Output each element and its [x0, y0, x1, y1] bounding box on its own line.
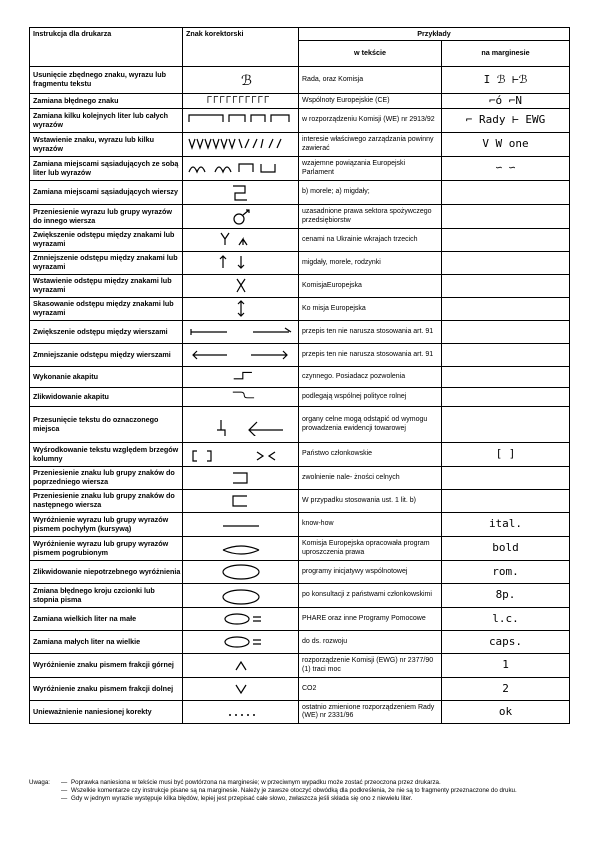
proof-mark-cell: [183, 701, 299, 724]
table-row: [30, 229, 570, 252]
example-text-cell: ostatnio zmienione rozporządzeniem Rady (WE) nr 2331/96: [299, 701, 442, 724]
margin-example-cell: 2: [442, 678, 570, 701]
margin-example-cell: rom.: [442, 561, 570, 584]
example-text-cell: Rada, oraz Komisja: [299, 67, 442, 94]
proof-mark-symbol: [183, 585, 299, 607]
proof-mark-symbol: [183, 678, 299, 700]
table-row: [30, 513, 570, 537]
proof-mark-cell: [183, 181, 299, 205]
margin-example-cell: [442, 298, 570, 321]
proof-mark-cell: [183, 467, 299, 490]
proof-mark-cell: [183, 252, 299, 275]
proofreading-table-sheet: [29, 27, 569, 724]
margin-example-cell: I ℬ ⊢ℬ: [442, 67, 570, 94]
proof-mark-cell: [183, 490, 299, 513]
instruction-cell: Zmniejszanie odstępu między wierszami: [30, 344, 183, 367]
margin-example-cell: [442, 275, 570, 298]
instruction-cell: Zmiana błędnego kroju czcionki lub stopnia pisma: [30, 584, 183, 608]
proof-mark-symbol: [183, 367, 299, 387]
proof-mark-cell: [183, 229, 299, 252]
note-item: Gdy w jednym wyrazie występuje kilka błędów, lepiej jest przepisać całe słowo, zwłaszcza jeśli składa się ono z niewielu liter.: [71, 795, 413, 802]
margin-example-cell: 1: [442, 654, 570, 678]
header-instruction: Instrukcja dla drukarza: [30, 28, 183, 67]
instruction-cell: Zamiana błędnego znaku: [30, 94, 183, 109]
instruction-cell: Zamiana małych liter na wielkie: [30, 631, 183, 654]
margin-example-cell: [442, 252, 570, 275]
table-row: [30, 205, 570, 229]
proof-mark-cell: [183, 561, 299, 584]
example-text-cell: podlegają wspólnej polityce rolnej: [299, 388, 442, 407]
table-row: [30, 678, 570, 701]
margin-example-cell: l.c.: [442, 608, 570, 631]
example-text-cell: W przypadku stosowania ust. 1 lit. b): [299, 490, 442, 513]
table-row: [30, 157, 570, 181]
example-text-cell: KomisjaEuropejska: [299, 275, 442, 298]
table-row: [30, 388, 570, 407]
margin-example-cell: bold: [442, 537, 570, 561]
example-text-cell: zwolnienie nale- żności celnych: [299, 467, 442, 490]
proof-mark-cell: [183, 608, 299, 631]
table-row: [30, 181, 570, 205]
proof-mark-cell: [183, 298, 299, 321]
margin-example-cell: [442, 467, 570, 490]
proof-mark-symbol: [183, 275, 299, 297]
margin-example-cell: ital.: [442, 513, 570, 537]
table-row: [30, 344, 570, 367]
proof-mark-cell: [183, 157, 299, 181]
example-text-cell: do ds. rozwoju: [299, 631, 442, 654]
margin-example-cell: [442, 388, 570, 407]
proof-mark-symbol: [183, 490, 299, 512]
example-text-cell: czynnego. Posiadacz pozwolenia: [299, 367, 442, 388]
proof-mark-symbol: [183, 701, 299, 723]
margin-example-cell: [442, 205, 570, 229]
instruction-cell: Zwiększenie odstępu między znakami lub wyrazami: [30, 229, 183, 252]
margin-example-cell: [ ]: [442, 443, 570, 467]
margin-example-cell: caps.: [442, 631, 570, 654]
table-row: [30, 467, 570, 490]
proof-mark-symbol: [183, 467, 299, 489]
instruction-cell: Wyróżnienie wyrazu lub grupy wyrazów pismem pochyłym (kursywą): [30, 513, 183, 537]
instruction-cell: Zamiana miejscami sąsiadujących wierszy: [30, 181, 183, 205]
proof-mark-cell: [183, 275, 299, 298]
example-text-cell: PHARE oraz inne Programy Pomocowe: [299, 608, 442, 631]
proof-mark-cell: [183, 205, 299, 229]
example-text-cell: Ko misja Europejska: [299, 298, 442, 321]
proof-mark-symbol: [183, 444, 299, 466]
note-item: Poprawka naniesiona w tekście musi być powtórzona na marginesie; w przeciwnym wypadku może zostać przeoczona przez drukarza.: [71, 779, 441, 786]
margin-example-cell: [442, 229, 570, 252]
table-body: [30, 67, 570, 724]
example-text-cell: wzajemne powiązania Europejski Parlament: [299, 157, 442, 181]
example-text-cell: cenami na Ukrainie wkrajach trzecich: [299, 229, 442, 252]
proof-mark-cell: [183, 407, 299, 443]
note-item: Wszelkie komentarze czy instrukcje pisane są na marginesie. Należy je zawsze otoczyć obwódką dla podkreślenia, że nie są to fragmenty przeznaczone do druku.: [71, 787, 517, 794]
example-text-cell: CO2: [299, 678, 442, 701]
instruction-cell: Skasowanie odstępu między znakami lub wyrazami: [30, 298, 183, 321]
proof-mark-symbol: [183, 538, 299, 560]
header-examples: Przykłady: [299, 28, 570, 41]
header-in-margin: na marginesie: [442, 41, 570, 67]
proof-mark-symbol: [183, 608, 299, 630]
proof-mark-symbol: [183, 514, 299, 536]
instruction-cell: Zlikwidowanie akapitu: [30, 388, 183, 407]
margin-example-cell: [442, 367, 570, 388]
proofreading-marks-table: [29, 27, 570, 724]
example-text-cell: Komisja Europejska opracowała program uproszczenia prawa: [299, 537, 442, 561]
proof-mark-cell: [183, 584, 299, 608]
table-row: [30, 701, 570, 724]
example-text-cell: organy celne mogą odstąpić od wymogu prowadzenia ewidencji towarowej: [299, 407, 442, 443]
margin-example-cell: V W one: [442, 133, 570, 157]
proof-mark-cell: [183, 537, 299, 561]
instruction-cell: Zwiększenie odstępu między wierszami: [30, 321, 183, 344]
proof-mark-symbol: [183, 158, 299, 180]
table-row: [30, 584, 570, 608]
instruction-cell: Przeniesienie znaku lub grupy znaków do poprzedniego wiersza: [30, 467, 183, 490]
instruction-cell: Wyśrodkowanie tekstu względem brzegów kolumny: [30, 443, 183, 467]
instruction-cell: Wstawienie odstępu między znakami lub wyrazami: [30, 275, 183, 298]
proof-mark-symbol: [183, 94, 299, 108]
proof-mark-cell: [183, 631, 299, 654]
header-in-text: w tekście: [299, 41, 442, 67]
header-sign: Znak korektorski: [183, 28, 299, 67]
margin-example-cell: ⌐ Rady ⊢ EWG: [442, 109, 570, 133]
table-row: [30, 443, 570, 467]
table-row: [30, 631, 570, 654]
proof-mark-cell: [183, 321, 299, 344]
proof-mark-cell: [183, 367, 299, 388]
instruction-cell: Usunięcie zbędnego znaku, wyrazu lub fragmentu tekstu: [30, 67, 183, 94]
margin-example-cell: ok: [442, 701, 570, 724]
instruction-cell: Zamiana kilku kolejnych liter lub całych wyrazów: [30, 109, 183, 133]
proof-mark-symbol: [183, 69, 299, 91]
instruction-cell: Wyróżnienie znaku pismem frakcji górnej: [30, 654, 183, 678]
proof-mark-cell: [183, 133, 299, 157]
table-row: [30, 367, 570, 388]
margin-example-cell: ⌐ó ⌐N: [442, 94, 570, 109]
table-row: [30, 321, 570, 344]
example-text-cell: przepis ten nie narusza stosowania art. 91: [299, 344, 442, 367]
instruction-cell: Zlikwidowanie niepotrzebnego wyróżnienia: [30, 561, 183, 584]
proof-mark-cell: [183, 443, 299, 467]
proof-mark-symbol: [183, 655, 299, 677]
proof-mark-cell: [183, 388, 299, 407]
instruction-cell: Zamiana miejscami sąsiadujących ze sobą liter lub wyrazów: [30, 157, 183, 181]
instruction-cell: Zamiana wielkich liter na małe: [30, 608, 183, 631]
instruction-cell: Wstawienie znaku, wyrazu lub kilku wyrazów: [30, 133, 183, 157]
instruction-cell: Zmniejszenie odstępu między znakami lub wyrazami: [30, 252, 183, 275]
proof-mark-symbol: [183, 252, 299, 274]
proof-mark-symbol: [183, 321, 299, 343]
instruction-cell: Przesunięcie tekstu do oznaczonego miejsca: [30, 407, 183, 443]
example-text-cell: know-how: [299, 513, 442, 537]
margin-example-cell: 8p.: [442, 584, 570, 608]
example-text-cell: Wspólnoty Europejskie (CE): [299, 94, 442, 109]
instruction-cell: Przeniesienie wyrazu lub grupy wyrazów do innego wiersza: [30, 205, 183, 229]
example-text-cell: rozporządzenie Komisji (EWG) nr 2377/90 (1) traci moc: [299, 654, 442, 678]
table-row: [30, 109, 570, 133]
proof-mark-cell: [183, 94, 299, 109]
instruction-cell: Wyróżnienie wyrazu lub grupy wyrazów pismem pogrubionym: [30, 537, 183, 561]
proof-mark-cell: [183, 678, 299, 701]
margin-example-cell: [442, 321, 570, 344]
proof-mark-cell: [183, 654, 299, 678]
table-row: [30, 561, 570, 584]
table-row: [30, 133, 570, 157]
example-text-cell: interesie właściwego zarządzania powinny zawierać: [299, 133, 442, 157]
table-row: [30, 490, 570, 513]
table-row: [30, 608, 570, 631]
example-text-cell: uzasadnione prawa sektora spożywczego przedsiębiorstw: [299, 205, 442, 229]
proof-mark-symbol: [183, 229, 299, 251]
example-text-cell: programy inicjatywy wspólnotowej: [299, 561, 442, 584]
proof-mark-cell: [183, 344, 299, 367]
table-row: [30, 275, 570, 298]
proof-mark-cell: [183, 109, 299, 133]
margin-example-cell: [442, 407, 570, 443]
margin-example-cell: [442, 344, 570, 367]
example-text-cell: w rozporządzeniu Komisji (WE) nr 2913/92: [299, 109, 442, 133]
example-text-cell: po konsultacji z państwami członkowskimi: [299, 584, 442, 608]
instruction-cell: Przeniesienie znaku lub grupy znaków do następnego wiersza: [30, 490, 183, 513]
table-row: [30, 298, 570, 321]
instruction-cell: Wyróżnienie znaku pismem frakcji dolnej: [30, 678, 183, 701]
proof-mark-symbol: [183, 110, 299, 132]
table-row: [30, 67, 570, 94]
margin-example-cell: ∽ ∽: [442, 157, 570, 181]
proof-mark-symbol: [183, 344, 299, 366]
table-row: [30, 654, 570, 678]
margin-example-cell: [442, 181, 570, 205]
proof-mark-symbol: [183, 206, 299, 228]
proof-mark-symbol: [183, 631, 299, 653]
proof-mark-symbol: [183, 134, 299, 156]
table-row: [30, 537, 570, 561]
instruction-cell: Unieważnienie naniesionej korekty: [30, 701, 183, 724]
table-row: [30, 94, 570, 109]
proof-mark-symbol: [183, 561, 299, 583]
example-text-cell: b) morele; a) migdały;: [299, 181, 442, 205]
example-text-cell: przepis ten nie narusza stosowania art. 91: [299, 321, 442, 344]
proof-mark-cell: [183, 67, 299, 94]
proof-mark-symbol: [183, 388, 299, 406]
example-text-cell: Państwo członkowskie: [299, 443, 442, 467]
table-row: [30, 252, 570, 275]
example-text-cell: migdały, morele, rodzynki: [299, 252, 442, 275]
notes-block: Uwaga: — Poprawka naniesiona w tekście musi być powtórzona na marginesie; w przeciwnym wypadku może zostać przeoczona przez drukarza. — Wszelkie komentarze czy instrukcje pisane są na marginesie. Należy je zawsze otoczyć obwódką dla podkreślenia, że nie są to fragmenty przeznaczone do druku. — Gdy w jednym wyrazie występuje kilka błędów, lepiej jest przepisać całe słowo, zwłaszcza jeśli składa się ono z niewielu liter.: [29, 779, 574, 803]
instruction-cell: Wykonanie akapitu: [30, 367, 183, 388]
proof-mark-cell: [183, 513, 299, 537]
notes-label: Uwaga:: [29, 779, 50, 786]
margin-example-cell: [442, 490, 570, 513]
table-row: [30, 407, 570, 443]
proof-mark-symbol: [183, 414, 299, 436]
proof-mark-symbol: [183, 182, 299, 204]
proof-mark-symbol: [183, 298, 299, 320]
svg-text:ℬ: ℬ: [241, 73, 253, 89]
